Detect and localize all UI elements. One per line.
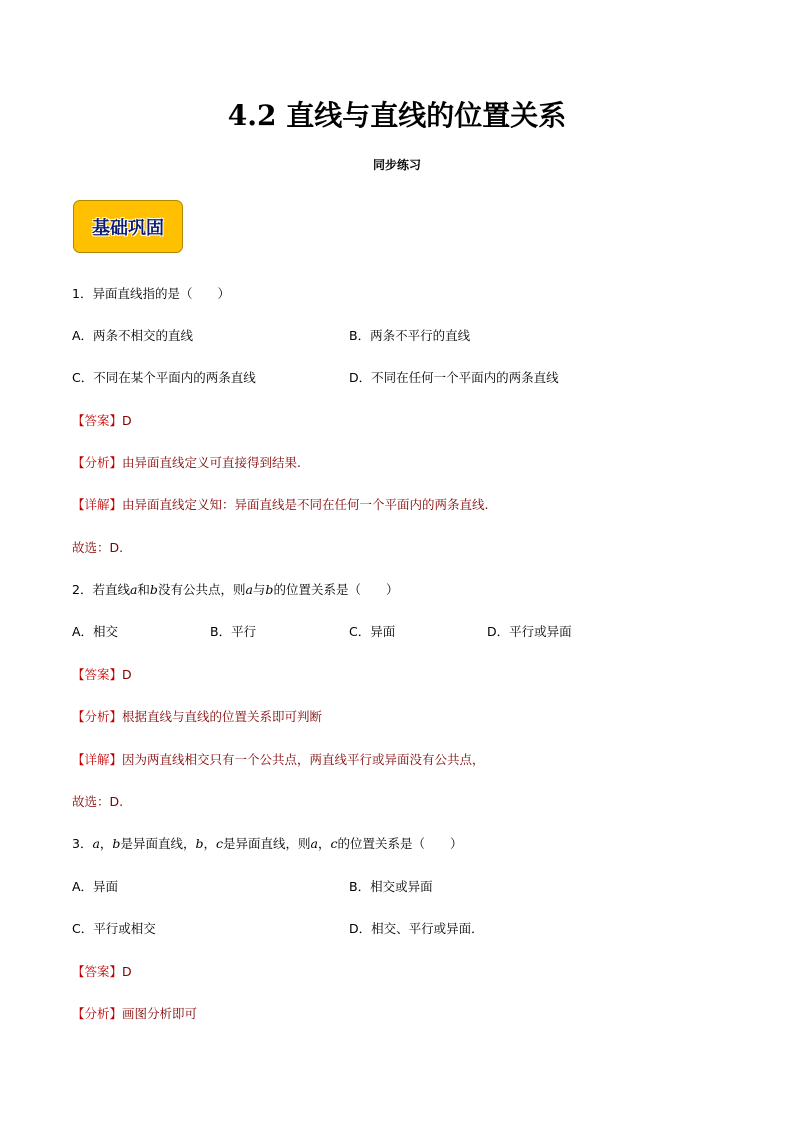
question-2-option-a: A．相交	[72, 624, 119, 639]
detail-tag: 【详解】	[72, 752, 123, 767]
variable-a: a	[310, 836, 318, 851]
question-1-option-a: A．两条不相交的直线	[72, 328, 194, 343]
stem-text: 和	[137, 582, 150, 597]
question-2-option-d: D．平行或异面	[487, 624, 572, 639]
variable-b: b	[149, 582, 158, 597]
variable-b: b	[112, 836, 121, 851]
analysis-tag: 【分析】	[72, 455, 123, 470]
question-2-choice: 故选：D.	[72, 794, 124, 809]
question-1-option-d: D．不同在任何一个平面内的两条直线	[349, 370, 559, 385]
section-label: 基础巩固	[92, 217, 164, 239]
stem-text: 没有公共点，则	[157, 582, 246, 597]
question-1-option-b: B．两条不平行的直线	[349, 328, 471, 343]
page-title: 4.2 直线与直线的位置关系	[227, 99, 567, 132]
answer-tag: 【答案】	[72, 964, 123, 979]
analysis-tag: 【分析】	[72, 1006, 123, 1021]
question-3-option-a: A．异面	[72, 879, 119, 894]
detail-text: 因为两直线相交只有一个公共点，两直线平行或异面没有公共点，	[122, 752, 485, 767]
question-1-answer	[72, 413, 132, 429]
question-2-detail	[72, 752, 485, 768]
question-2-option-b: B．平行	[210, 624, 257, 639]
analysis-text: 由异面直线定义可直接得到结果.	[122, 455, 301, 470]
answer-tag: 【答案】	[72, 413, 123, 428]
question-3-option-c: C．平行或相交	[72, 921, 156, 936]
variable-b: b	[265, 582, 274, 597]
question-3-option-b: B．相交或异面	[349, 879, 433, 894]
question-1-detail	[72, 497, 489, 513]
stem-text: ，	[317, 836, 331, 851]
question-2-stem	[72, 582, 398, 598]
question-1-stem: 1．异面直线指的是（ ）	[72, 286, 230, 301]
question-1-analysis	[72, 455, 301, 471]
variable-a: a	[92, 836, 100, 851]
question-2-answer	[72, 667, 132, 683]
question-3-analysis	[72, 1006, 197, 1022]
question-1-option-c: C．不同在某个平面内的两条直线	[72, 370, 256, 385]
stem-text: 2．若直线	[72, 582, 130, 597]
stem-text: 与	[252, 582, 266, 597]
variable-b: b	[195, 836, 204, 851]
question-2-analysis	[72, 709, 322, 725]
answer-value: D	[122, 413, 132, 428]
page-subtitle: 同步练习	[372, 158, 421, 172]
detail-tag: 【详解】	[72, 497, 123, 512]
question-number: 3．	[72, 836, 93, 851]
stem-text: 是异面直线，	[120, 836, 196, 851]
variable-c: c	[215, 836, 223, 851]
stem-text: 的位置关系是（ ）	[337, 836, 463, 851]
question-3-option-d: D．相交、平行或异面．	[349, 921, 484, 936]
stem-text: ，	[203, 836, 216, 851]
detail-text: 由异面直线定义知：异面直线是不同在任何一个平面内的两条直线.	[122, 497, 489, 512]
variable-a: a	[129, 582, 138, 597]
answer-tag: 【答案】	[72, 667, 123, 682]
stem-text: ，	[99, 836, 113, 851]
analysis-text: 根据直线与直线的位置关系即可判断	[122, 709, 323, 724]
analysis-tag: 【分析】	[72, 709, 123, 724]
question-2-option-c: C．异面	[349, 624, 396, 639]
variable-a: a	[245, 582, 253, 597]
stem-text: 是异面直线，则	[223, 836, 311, 851]
analysis-text: 画图分析即可	[122, 1006, 198, 1021]
question-3-stem	[72, 836, 463, 852]
answer-value: D	[122, 964, 132, 979]
section-badge	[73, 200, 183, 253]
answer-value: D	[122, 667, 132, 682]
stem-text: 的位置关系是（ ）	[273, 582, 399, 597]
variable-c: c	[330, 836, 338, 851]
question-1-choice: 故选：D.	[72, 540, 124, 555]
question-3-answer	[72, 964, 132, 980]
